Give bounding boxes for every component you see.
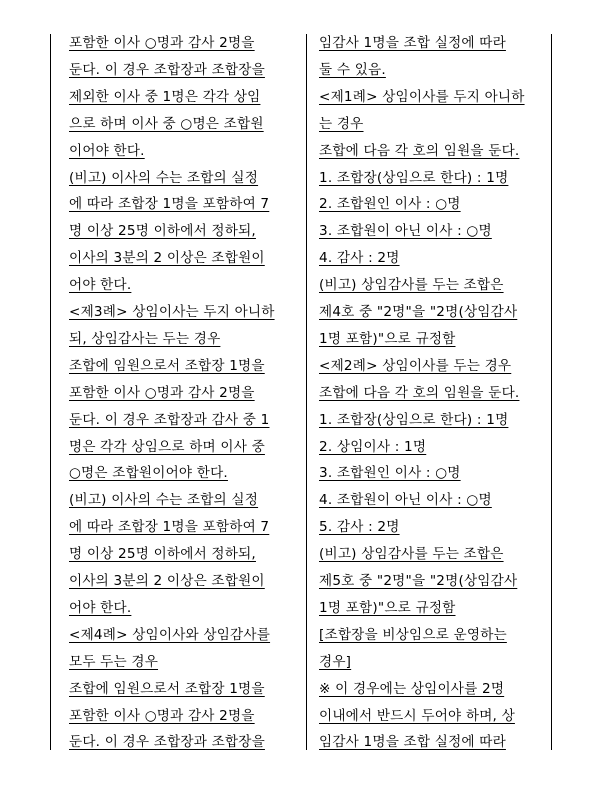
line-text: 1. 조합장(상임으로 한다) : 1명: [319, 169, 509, 186]
left-column-line: [69, 88, 260, 106]
left-column-line: [69, 330, 220, 348]
right-column-line: [319, 572, 517, 590]
line-text: 조합에 다음 각 호의 임원을 둔다.: [319, 142, 520, 159]
line-text: 모두 두는 경우: [69, 653, 159, 670]
line-text: 둔다. 이 경우 조합장과 감사 중 1: [69, 411, 270, 428]
line-text: 둘 수 있음.: [319, 61, 386, 78]
right-column-line: [319, 88, 525, 106]
line-text: 경우]: [319, 653, 352, 670]
line-text: 으로 하며 이사 중 ○명은 조합원: [69, 115, 264, 132]
line-text: ※ 이 경우에는 상임이사를 2명: [319, 680, 505, 697]
line-text: 제4호 중 "2명"을 "2명(상임감사: [319, 304, 518, 320]
line-text: 에 따라 조합장 1명을 포함하여 7: [69, 196, 270, 213]
left-column-line: [69, 222, 256, 240]
right-column-line: [319, 733, 506, 751]
left-column-line: [69, 249, 265, 267]
line-text: 포함한 이사 ○명과 감사 2명을: [69, 35, 255, 51]
line-text: 제5호 중 "2명"을 "2명(상임감사: [319, 573, 518, 589]
right-column-line: [319, 599, 456, 617]
line-text: <제3례> 상임이사는 두지 아니하: [69, 304, 275, 320]
line-text: 조합에 임원으로서 조합장 1명을: [69, 680, 265, 697]
right-column-line: [319, 222, 492, 240]
left-text-column: [69, 34, 299, 750]
line-text: 제외한 이사 중 1명은 각각 상임: [69, 88, 261, 105]
line-text: (비고) 이사의 수는 조합의 실정: [69, 492, 259, 509]
line-text: 2. 상임이사 : 1명: [319, 438, 427, 455]
line-text: (비고) 상임감사를 두는 조합은: [319, 546, 504, 563]
left-column-line: [69, 142, 145, 160]
right-column-line: [319, 142, 519, 160]
line-text: <제1례> 상임이사를 두지 아니하: [319, 88, 525, 105]
line-text: 3. 조합원이 아닌 이사 : ○명: [319, 223, 492, 240]
right-column-line: [319, 653, 351, 671]
right-column-line: [319, 626, 507, 644]
line-text: 둔다. 이 경우 조합장과 조합장을: [69, 61, 265, 78]
line-text: 어야 한다.: [69, 599, 132, 616]
line-text: 3. 조합원인 이사 : ○명: [319, 465, 461, 482]
line-text: 이사의 3분의 2 이상은 조합원이: [69, 250, 265, 267]
line-text: <제4례> 상임이사와 상임감사를: [69, 626, 271, 643]
left-column-line: [69, 707, 255, 725]
right-column-line: [319, 249, 400, 267]
line-text: 이어야 한다.: [69, 142, 145, 159]
right-column-line: [319, 384, 519, 402]
line-text: 1. 조합장(상임으로 한다) : 1명: [319, 411, 509, 428]
right-column-line: [319, 330, 456, 348]
line-text: 명 이상 25명 이하에서 정하되,: [69, 223, 256, 240]
left-column-line: [69, 115, 264, 133]
left-column-line: [69, 599, 131, 617]
line-text: 명 이상 25명 이하에서 정하되,: [69, 546, 256, 563]
line-text: 이내에서 반드시 두어야 하며, 상: [319, 707, 515, 724]
line-text: 5. 감사 : 2명: [319, 519, 400, 536]
left-column-line: [69, 34, 255, 52]
left-border-rule: [50, 34, 51, 750]
right-column-line: [319, 438, 426, 456]
right-column-line: [319, 464, 461, 482]
left-column-line: [69, 680, 265, 698]
right-text-column: [319, 34, 547, 750]
right-column-line: [319, 169, 508, 187]
line-text: 둔다. 이 경우 조합장과 조합장을: [69, 734, 265, 751]
line-text: 어야 한다.: [69, 277, 132, 294]
line-text: 2. 조합원인 이사 : ○명: [319, 196, 461, 213]
line-text: 4. 감사 : 2명: [319, 250, 400, 267]
line-text: 조합에 임원으로서 조합장 1명을: [69, 357, 265, 374]
left-column-line: [69, 384, 255, 402]
left-column-line: [69, 518, 269, 536]
line-text: (비고) 이사의 수는 조합의 실정: [69, 169, 259, 186]
line-text: 1명 포함)"으로 규정함: [319, 330, 456, 347]
right-column-line: [319, 195, 461, 213]
right-column-line: [319, 518, 400, 536]
line-text: 포함한 이사 ○명과 감사 2명을: [69, 707, 255, 724]
left-column-line: [69, 626, 270, 644]
line-text: 조합에 다음 각 호의 임원을 둔다.: [319, 384, 520, 401]
line-text: 이사의 3분의 2 이상은 조합원이: [69, 573, 265, 589]
line-text: 에 따라 조합장 1명을 포함하여 7: [69, 519, 270, 536]
left-column-line: [69, 357, 265, 375]
line-text: 되, 상임감사는 두는 경우: [69, 330, 221, 347]
line-text: <제2례> 상임이사를 두는 경우: [319, 357, 512, 374]
line-text: 포함한 이사 ○명과 감사 2명을: [69, 384, 255, 401]
right-border-rule: [551, 34, 552, 750]
line-text: ○명은 조합원이어야 한다.: [69, 465, 228, 482]
right-column-line: [319, 34, 506, 52]
right-column-line: [319, 276, 504, 294]
right-column-line: [319, 707, 515, 725]
left-column-line: [69, 653, 158, 671]
right-column-line: [319, 115, 364, 133]
line-text: 임감사 1명을 조합 실정에 따라: [319, 734, 506, 751]
line-text: 4. 조합원이 아닌 이사 : ○명: [319, 492, 492, 509]
left-column-line: [69, 491, 258, 509]
left-column-line: [69, 438, 265, 456]
left-column-line: [69, 733, 265, 751]
right-column-line: [319, 680, 504, 698]
right-column-line: [319, 545, 504, 563]
left-column-line: [69, 303, 275, 321]
left-column-line: [69, 572, 265, 590]
line-text: 는 경우: [319, 115, 364, 132]
line-text: 1명 포함)"으로 규정함: [319, 599, 456, 616]
column-divider-rule: [306, 34, 307, 750]
left-column-line: [69, 411, 269, 429]
right-column-line: [319, 303, 517, 321]
left-column-line: [69, 545, 256, 563]
right-column-line: [319, 357, 511, 375]
right-column-line: [319, 61, 386, 79]
left-column-line: [69, 61, 265, 79]
right-column-line: [319, 411, 508, 429]
left-column-line: [69, 464, 228, 482]
line-text: 임감사 1명을 조합 실정에 따라: [319, 35, 506, 51]
left-column-line: [69, 276, 131, 294]
left-column-line: [69, 169, 258, 187]
line-text: (비고) 상임감사를 두는 조합은: [319, 277, 504, 294]
line-text: 명은 각각 상임으로 하며 이사 중: [69, 438, 265, 455]
left-column-line: [69, 195, 269, 213]
right-column-line: [319, 491, 492, 509]
line-text: [조합장을 비상임으로 운영하는: [319, 626, 507, 643]
